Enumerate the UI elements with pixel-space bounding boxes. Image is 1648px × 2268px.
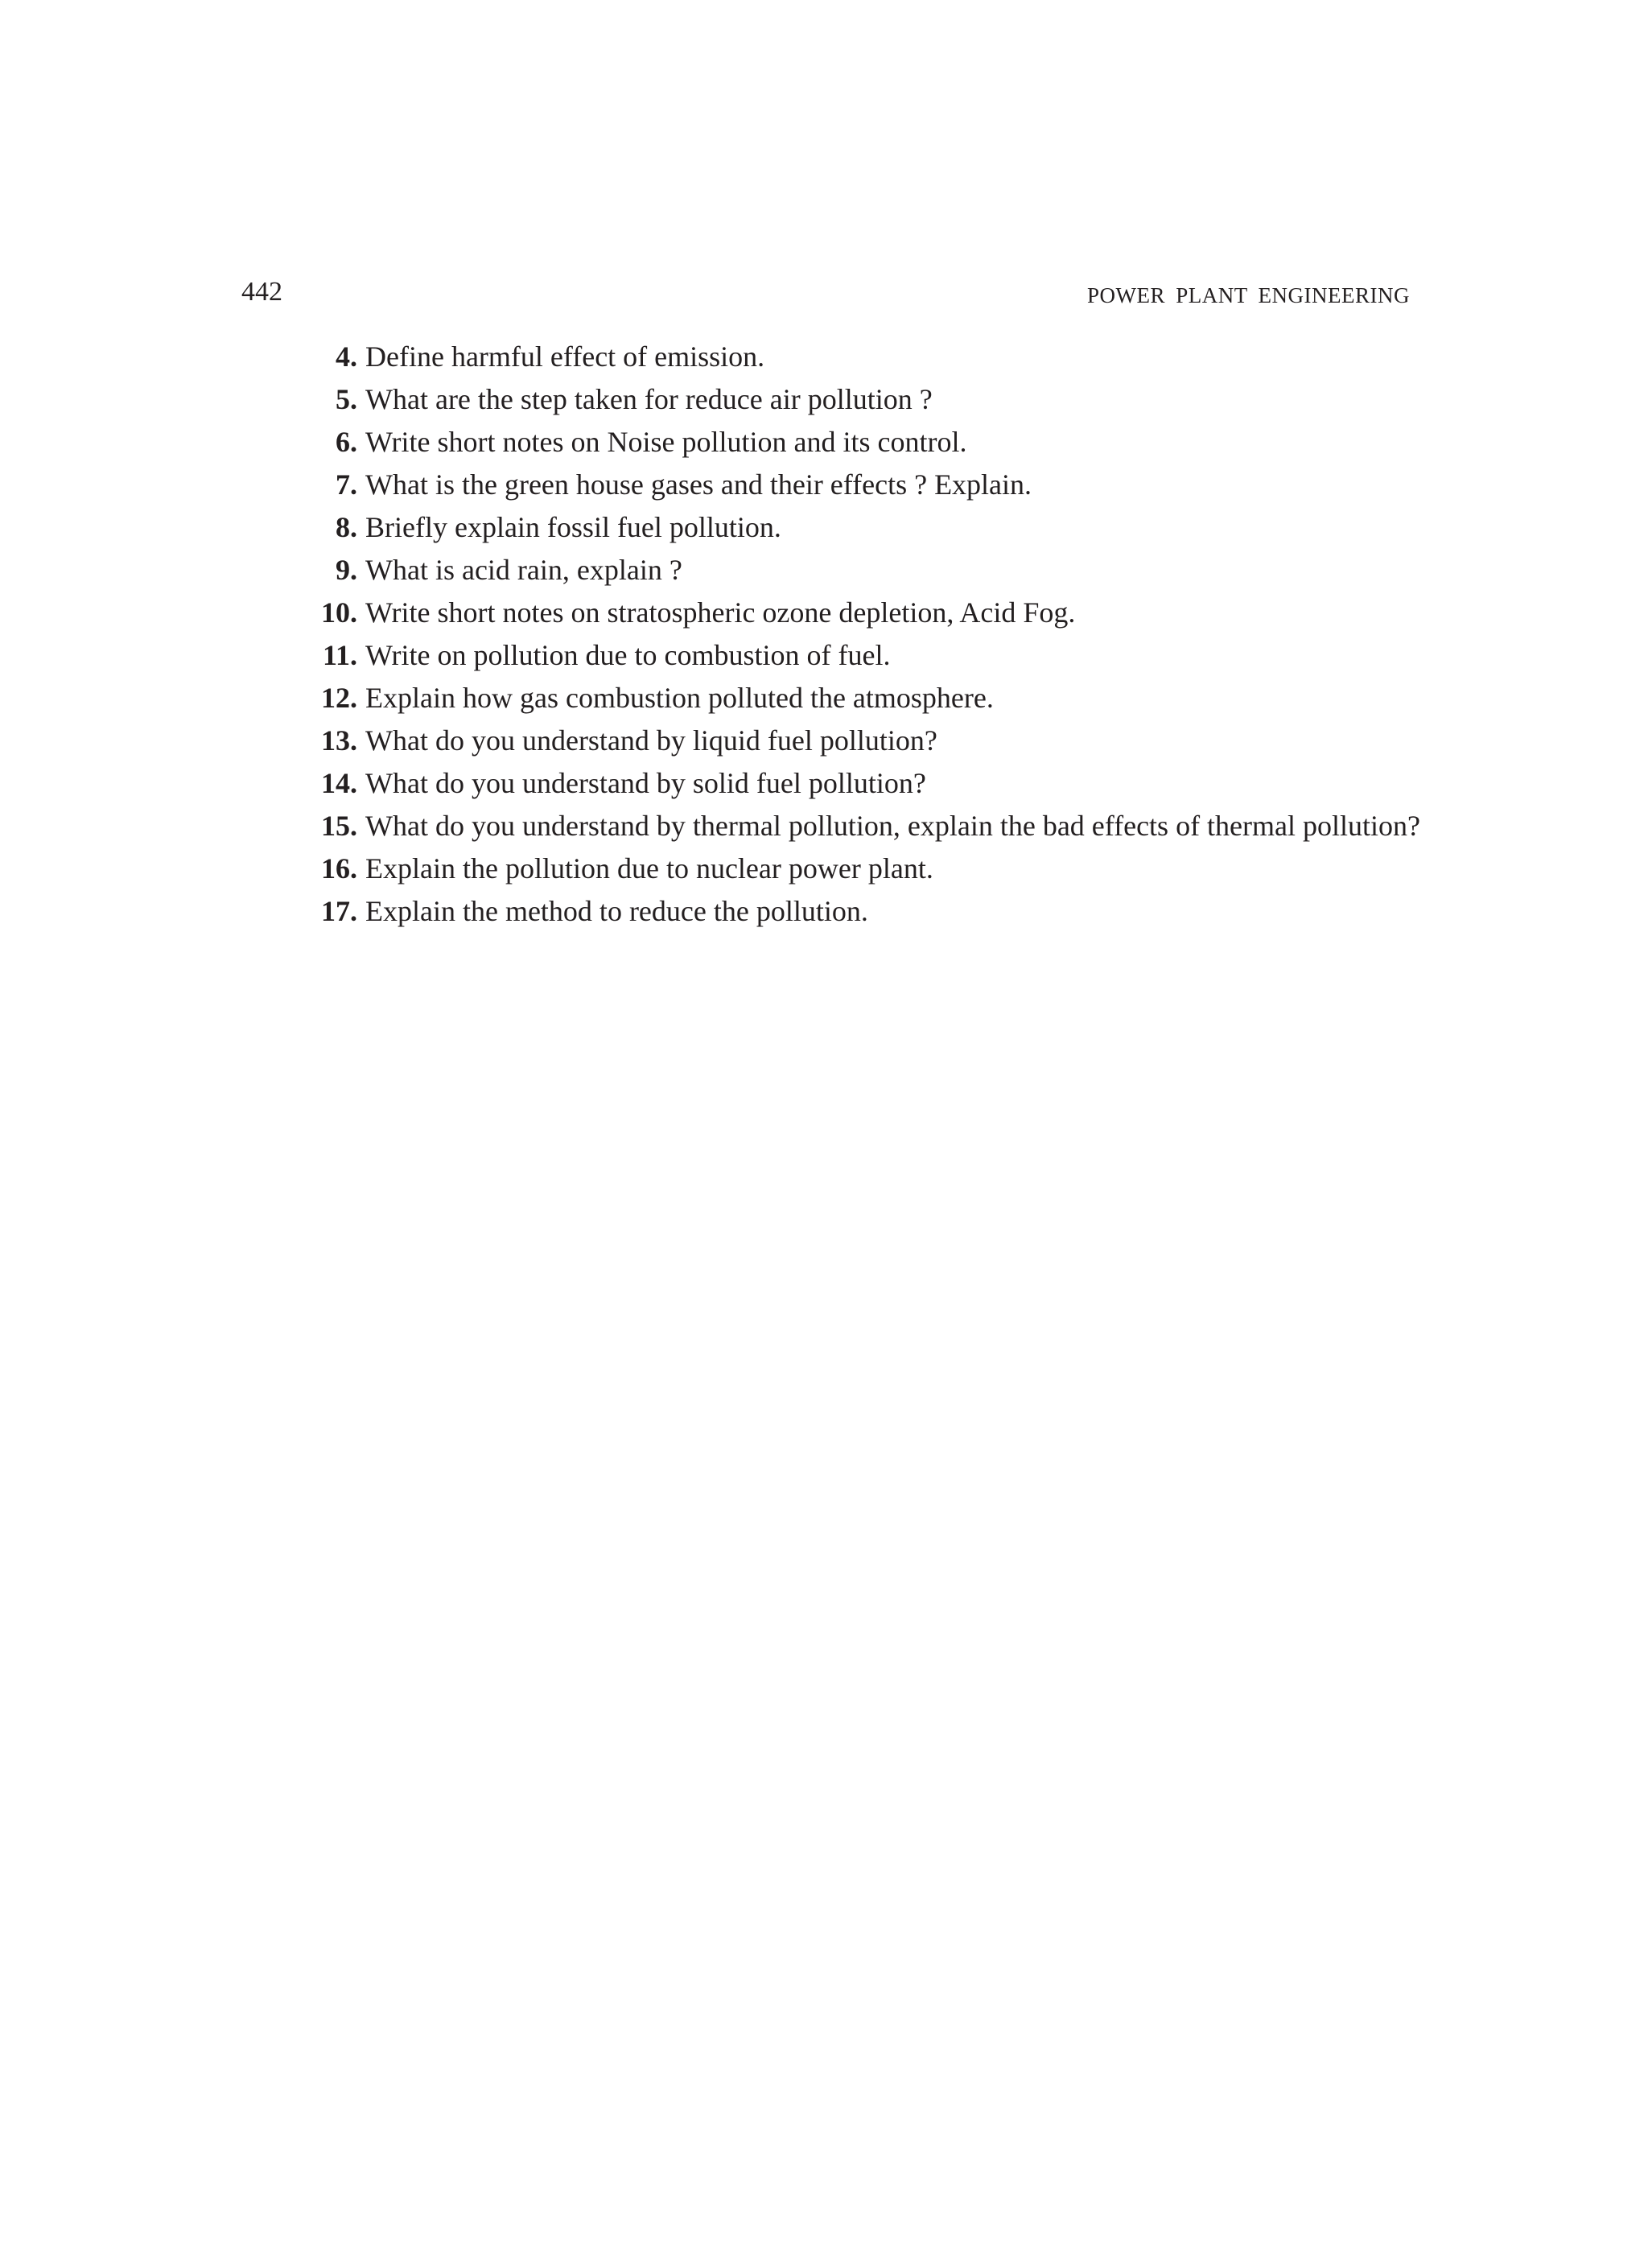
- running-title: POWER PLANT ENGINEERING: [1087, 283, 1410, 307]
- question-text: Write on pollution due to combustion of fuel.: [365, 639, 891, 671]
- question-text: Write short notes on Noise pollution and its control.: [365, 426, 967, 458]
- question-number: 8.: [336, 511, 357, 543]
- question-text: What do you understand by thermal pollution, explain the bad effects of thermal pollution?: [365, 810, 1420, 842]
- list-item: [306, 720, 1432, 762]
- question-number: 9.: [336, 554, 357, 586]
- question-number: 10.: [321, 596, 357, 629]
- question-number: 4.: [336, 340, 357, 373]
- list-item: [306, 592, 1432, 634]
- question-text: What do you understand by solid fuel pollution?: [365, 767, 926, 799]
- question-number: 5.: [336, 383, 357, 415]
- list-item: [306, 549, 1432, 592]
- question-text: What is acid rain, explain ?: [365, 554, 682, 586]
- question-number: 6.: [336, 426, 357, 458]
- question-number: 7.: [336, 468, 357, 501]
- question-number: 11.: [322, 639, 357, 671]
- question-number: 15.: [321, 810, 357, 842]
- question-number: 12.: [321, 682, 357, 714]
- page-header: [241, 272, 1410, 312]
- question-text: Explain how gas combustion polluted the atmosphere.: [365, 682, 994, 714]
- question-list: [306, 336, 1432, 933]
- question-number: 14.: [321, 767, 357, 799]
- list-item: [306, 506, 1432, 549]
- list-item: [306, 336, 1432, 378]
- question-text: Write short notes on stratospheric ozone depletion, Acid Fog.: [365, 596, 1076, 629]
- list-item: [306, 464, 1432, 506]
- list-item: [306, 677, 1432, 720]
- question-text: What is the green house gases and their effects ? Explain.: [365, 468, 1032, 501]
- page-number: 442: [241, 277, 282, 307]
- list-item: [306, 634, 1432, 677]
- question-text: Define harmful effect of emission.: [365, 340, 765, 373]
- list-item: [306, 762, 1432, 805]
- list-item: [306, 890, 1432, 933]
- question-text: What do you understand by liquid fuel pollution?: [365, 724, 937, 757]
- list-item: [306, 378, 1432, 421]
- question-text: Briefly explain fossil fuel pollution.: [365, 511, 781, 543]
- list-item: [306, 805, 1432, 847]
- question-text: Explain the method to reduce the pollution.: [365, 895, 868, 927]
- question-number: 17.: [321, 895, 357, 927]
- question-text: What are the step taken for reduce air pollution ?: [365, 383, 933, 415]
- list-item: [306, 421, 1432, 464]
- question-number: 13.: [321, 724, 357, 757]
- question-number: 16.: [321, 852, 357, 885]
- question-text: Explain the pollution due to nuclear power plant.: [365, 852, 933, 885]
- list-item: [306, 847, 1432, 890]
